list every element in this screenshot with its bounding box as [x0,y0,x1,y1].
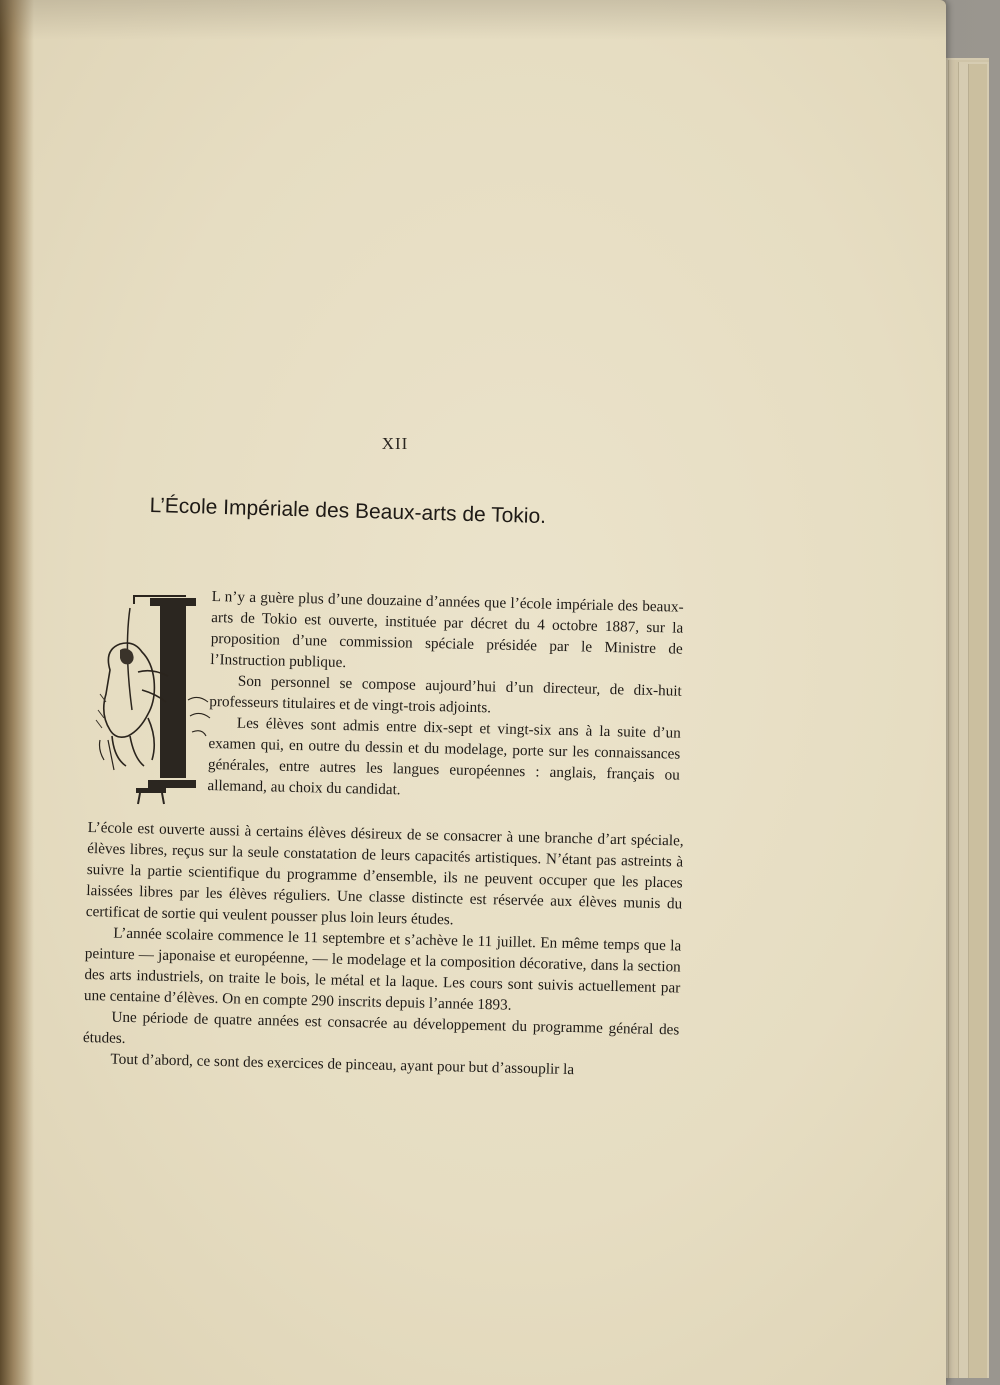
page-edge [968,64,987,1378]
illuminated-initial-i-icon [90,590,216,805]
chapter-title: L’École Impériale des Beaux-arts de Tokio. [149,494,547,529]
paragraph: Une période de quatre années est consacrée au développement du programme général des études. [82,1008,680,1047]
paragraph: L’année scolaire commence le 11 septembre et s’achève le 11 juillet. En même temps que la peinture — japonaise et européenne, — le modelage et la composition décorative, dans la section des arts industriels, on traite le bois, le métal et la laque. Les cours sont suivis actuellement par une centaine d’élèves. On en compte 290 inscrits depuis l’année 1893. [83,924,682,1014]
chapter-number: XII [381,434,409,453]
paragraph: L’école est ouverte aussi à certains élèves désireux de se consacrer à une branche d’art spéciale, élèves libres, reçus sur la seule constatation de leurs capacités artistiques. N’étant pas astreints à suivre la partie scientifique du programme d’ensemble, ils ne peuvent occuper que les places laissées libres par les élèves réguliers. Une classe distincte est réservée aux élèves munis du certificat de sortie qui veulent pousser plus loin leurs études. [85,818,684,929]
paragraph: Les élèves sont admis entre dix-sept et vingt-six ans à la suite d’un examen qui, en outre du dessin et du modelage, porte sur les connaissances générales, entre autres les langues européennes : anglais, français ou allemand, au choix du candidat. [207,714,681,799]
paragraph: Tout d’abord, ce sont des exercices de pinceau, ayant pour but d’assouplir la [110,1050,575,1079]
text-block-full-width [82,817,684,1082]
text-block-beside-initial [207,586,684,807]
paragraph: L n’y a guère plus d’une douzaine d’années que l’école impériale des beaux-arts de Tokio est ouverte, instituée par décret du 4 octobre 1887, sur la proposition d’une commission spéciale présidée par le Ministre de l’Instruction publique. [210,587,684,672]
paragraph: Son personnel se compose aujourd’hui d’un directeur, de dix-huit professeurs titulaires et de vingt-trois adjoints. [209,672,682,717]
